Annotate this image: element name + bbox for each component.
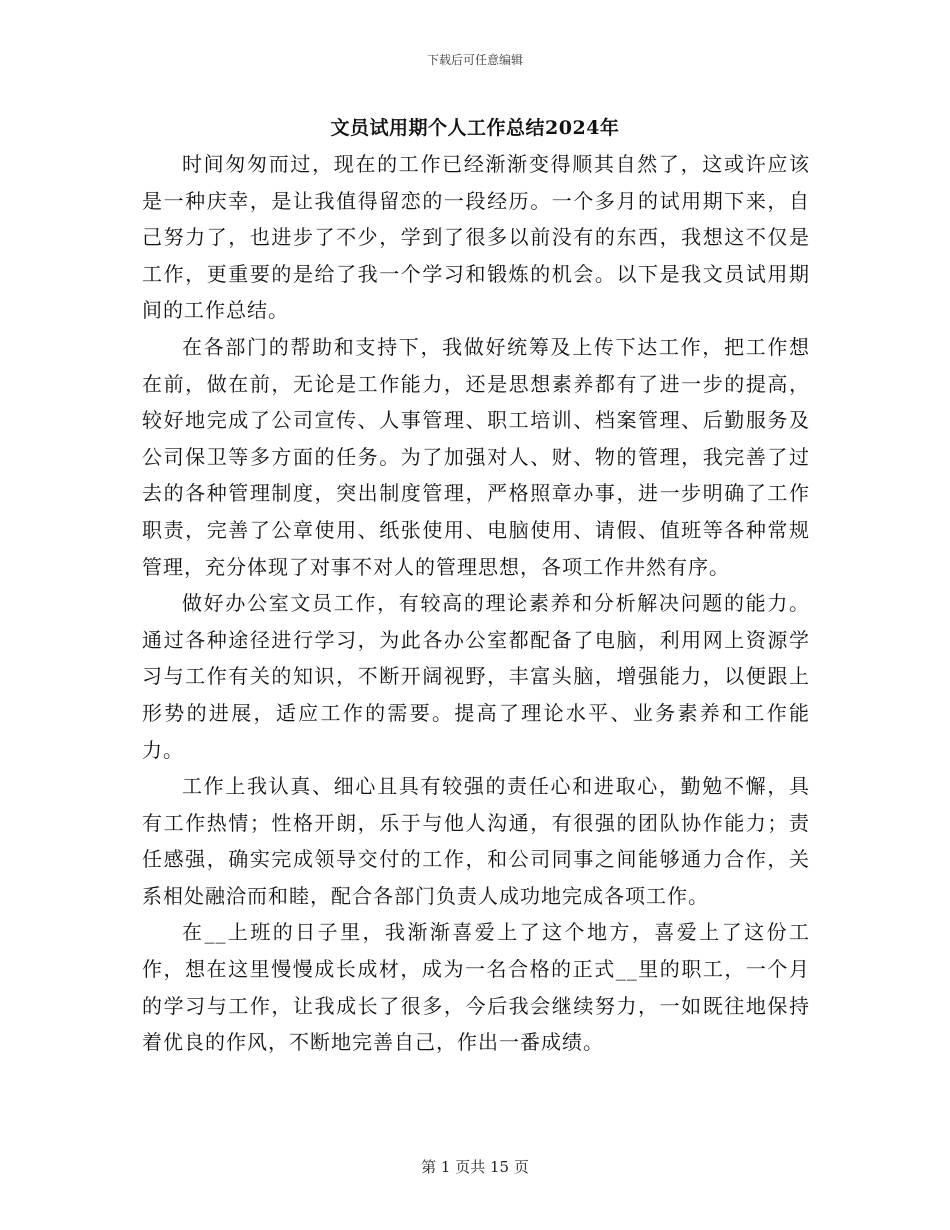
body-paragraph: 做好办公室文员工作，有较高的理论素养和分析解决问题的能力。通过各种途径进行学习，为此各办公室都配备了电脑，利用网上资源学习与工作有关的知识，不断开阔视野，丰富头脑，增强能力，以便跟上形势的进展，适应工作的需要。提高了理论水平、业务素养和工作能力。	[142, 591, 810, 762]
body-paragraph: 在__上班的日子里，我渐渐喜爱上了这个地方，喜爱上了这份工作，想在这里慢慢成长成材，成为一名合格的正式__里的职工，一个月的学习与工作，让我成长了很多，今后我会继续努力，一如既往地保持着优良的作风，不断地完善自己，作出一番成绩。	[142, 920, 810, 1055]
body-paragraph: 在各部门的帮助和支持下，我做好统筹及上传下达工作，把工作想在前，做在前，无论是工作能力，还是思想素养都有了进一步的提高，较好地完成了公司宣传、人事管理、职工培训、档案管理、后勤服务及公司保卫等多方面的任务。为了加强对人、财、物的管理，我完善了过去的各种管理制度，突出制度管理，严格照章办事，进一步明确了工作职责，完善了公章使用、纸张使用、电脑使用、请假、值班等各种常规管理，充分体现了对事不对人的管理思想，各项工作井然有序。	[142, 334, 810, 579]
body-paragraph: 时间匆匆而过，现在的工作已经渐渐变得顺其自然了，这或许应该是一种庆幸，是让我值得留恋的一段经历。一个多月的试用期下来，自己努力了，也进步了不少，学到了很多以前没有的东西，我想这不仅是工作，更重要的是给了我一个学习和锻炼的机会。以下是我文员试用期间的工作总结。	[142, 152, 810, 323]
body-paragraph: 工作上我认真、细心且具有较强的责任心和进取心，勤勉不懈，具有工作热情；性格开朗，乐于与他人沟通，有很强的团队协作能力；责任感强，确实完成领导交付的工作，和公司同事之间能够通力合作，关系相处融洽而和睦，配合各部门负责人成功地完成各项工作。	[142, 774, 810, 908]
document-body	[142, 146, 810, 1061]
page-header-note: 下载后可任意编辑	[426, 53, 523, 67]
document-title: 文员试用期个人工作总结2024年	[330, 117, 620, 139]
page-number: 第 1 页共 15 页	[421, 1158, 529, 1176]
